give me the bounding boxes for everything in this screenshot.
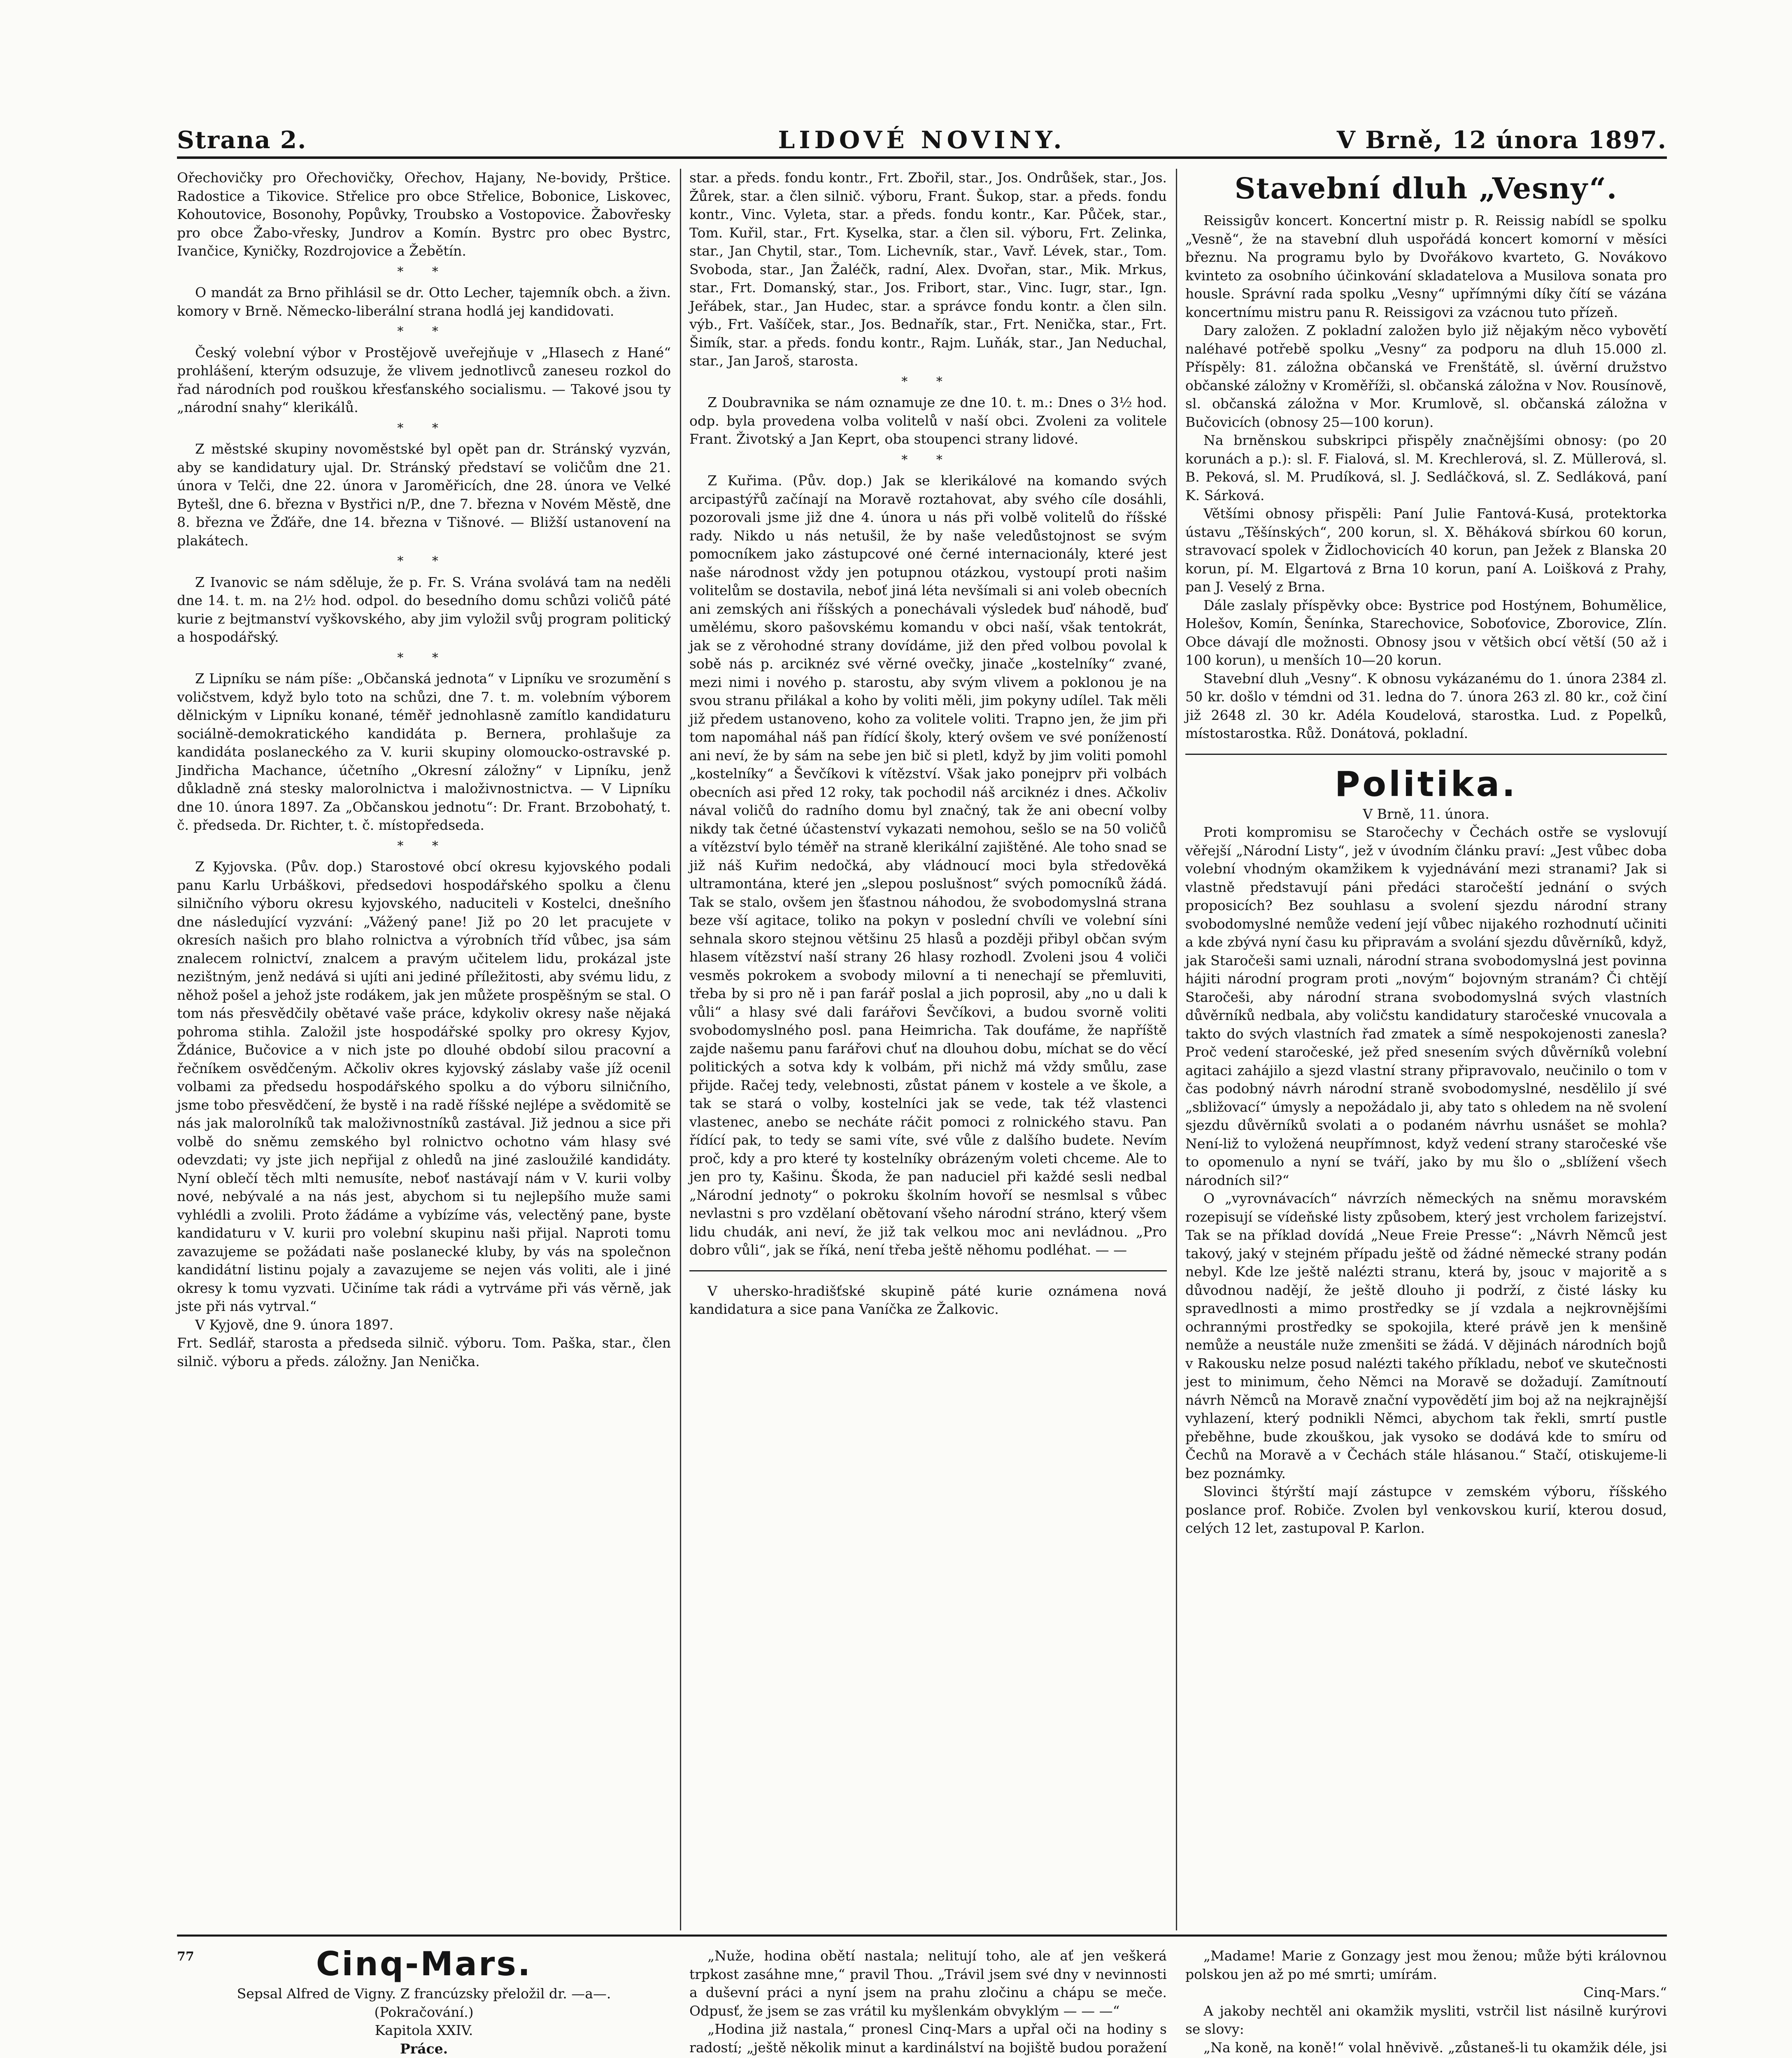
- article-paragraph: V Kyjově, dne 9. února 1897.: [195, 1316, 393, 1333]
- chapter-title: Práce.: [400, 2040, 448, 2057]
- dateline: V Brně, 11. února.: [1363, 806, 1489, 822]
- section-separator: * *: [397, 421, 451, 435]
- newspaper-page: [177, 123, 1667, 2058]
- article-paragraph: Slovinci štýrští mají zástupce v zemském výboru, říšského poslance prof. Robiče. Zvolen byl venkovskou kurií, kterou dosud, celých 12 let, zastupoval P. Karlon.: [1185, 1483, 1667, 1536]
- column-3: [1185, 169, 1667, 1538]
- feuilleton-column-3: [1185, 1947, 1667, 2058]
- article-paragraph: O „vyrovnávacích“ návrzích německých na sněmu moravském rozepisují se vídeňské listy způsobem, který jest vrcholem farizejství. Tak se na příklad dovídá „Neue Freie Presse“: „Návrh Němců jest takový, jaký v stejném případu ještě od žádné německé strany podán nebyl. Kde lze ještě nalézti stranu, která by, jsouc v majoritě a s důvodnou nadějí, že ještě dlouho ji podrží, z čisté lásky ku spravedlnosti a mimo prostředky se jí vzdala a nejkrovnějšími ochrannými prostředky se spokojila, které právě jen k menšině nemůže a neustále nuže zmenšiti se žádá. V dějinách národních bojů v Rakousku nelze posud nalézti takého příkladu, neboť ve skutečnosti jest to minimum, čeho Němci na Moravě se dožadují. Zamítnoutí návrh Němců na Moravě znační vypovědětí jim boj až na nejkrajnější vyhlazení, který podnikli Němci, abychom tak řekli, smrtí pustle přeběhne, bude zkouškou, jak vysoko se dodává kde to smíru od Čechů na Moravě a v Čechách stále hlásanou.“ Stačí, otiskujeme-li bez poznámky.: [1185, 1190, 1667, 1481]
- story-paragraph: A jakoby nechtěl ani okamžik mysliti, vstrčil list násilně kurýrovi se slovy:: [1185, 2002, 1667, 2037]
- article-paragraph: Z Ivanovic se nám sděluje, že p. Fr. S. Vrána svolává tam na neděli dne 14. t. m. na 2½ hod. odpol. do besedního domu schůzi voličů páté kurie z bejtmanství vyškovského, aby jim vyložil svůj program politický a hospodářský.: [177, 574, 671, 645]
- story-paragraph: „Hodina již nastala,“ pronesl Cinq-Mars a upřal oči na hodiny s radostí; „ještě několik minut a kardinálství na bojiště budou poražení: [689, 2021, 1167, 2056]
- story-paragraph: „Nuže, hodina obětí nastala; nelitují toho, ale ať jen veškerá trpkost zasáhne mne,“ pravil Thou. „Trávil jsem své dny v nevinnosti a duševní práci a nyní jsem na prahu zločinu a chápu se meče. Odpusť, že jsem se zas vrátil ku myšlenkám obvyklým — — —“: [689, 1948, 1167, 2019]
- article-paragraph: Většími obnosy přispěli: Paní Julie Fantová-Kusá, protektorka ústavu „Těšínských“, 200 korun, sl. X. Běháková sbírkou 60 korun, stravovací spolek v Židlochovicích 40 korun, pan Ježek z Blanska 20 korun, pí. M. Elgartová z Brna 10 korun, paní A. Loišková z Prahy, pan J. Veselý z Brna.: [1185, 505, 1667, 595]
- page-number: Strana 2.: [177, 126, 307, 154]
- column-divider: [680, 169, 681, 1930]
- feuilleton-rule: [177, 1935, 1667, 1937]
- article-paragraph: Na brněnskou subskripci přispěly značnějšími obnosy: (po 20 korunách a p.): sl. F. Fialová, sl. M. Krechlerová, sl. Z. Müllerová, sl. B. Peková, sl. M. Prudíková, sl. J. Sedláčková, sl. Z. Sedláková, paní K. Sárková.: [1185, 432, 1667, 503]
- byline: Sepsal Alfred de Vigny. Z francúzsky přeložil dr. —a—.: [237, 1986, 611, 2002]
- story-paragraph: „Na koně, na koně!“ volal hněvivě. „zůstaneš-li tu okamžik déle, jsi: [1203, 2039, 1667, 2056]
- section-separator: * *: [397, 554, 451, 568]
- article-paragraph: Český volební výbor v Prostějově uveřejňuje v „Hlasech z Hané“ prohlášení, kterým odsuzuje, že vlivem jednotlivců zaneseu rozkol do řad národních pod rouškou křesťanského socialismu. — Takové jsou ty „národní snahy“ klerikálů.: [177, 344, 671, 415]
- section-separator: * *: [901, 452, 955, 467]
- feuilleton-column-2: [689, 1947, 1167, 2058]
- column-divider: [1176, 169, 1177, 1930]
- signatures: Frt. Sedlář, starosta a předseda silnič. výboru. Tom. Paška, star., člen silnič. výboru a předs. záložny. Jan Nenička.: [177, 1335, 671, 1369]
- issue-date: V Brně, 12 února 1897.: [1336, 126, 1667, 154]
- continued-note: (Pokračování.): [374, 2004, 474, 2020]
- article-paragraph: Z Lipníku se nám píše: „Občanská jednota“ v Lipníku ve srozumění s voličstvem, když bylo toto na schůzi, dne 7. t. m. volebním výborem dělnickým v Lipníku konané, téměř jednohlasně zamítlo kandidaturu sociálně-demokratického kandidáta p. Bernera, prohlašuje za kandidáta poslaneckého za V. kurii skupiny olomoucko-ostravské p. Jindřicha Machance, účetního „Okresní záložny“ v Lipníku, jenž důkladně zná stesky malorolnictva i maloživnostnictva. — V Lipníku dne 10. února 1897. Za „Občanskou jednotu“: Dr. Frant. Brzobohatý, t. č. předseda. Dr. Richter, t. č. místopředseda.: [177, 670, 671, 833]
- section-rule: [1185, 754, 1667, 755]
- article-paragraph: O mandát za Brno přihlásil se dr. Otto Lecher, tajemník obch. a živn. komory v Brně. Německo-liberální strana hodlá jej kandidovati.: [177, 284, 671, 319]
- article-paragraph: V uhersko-hradišťské skupině páté kurie oznámena nová kandidatura a sice pana Vaníčka ze Žalkovic.: [689, 1283, 1167, 1317]
- page-header: [177, 123, 1667, 159]
- feuilleton-column-1: [177, 1947, 671, 2058]
- feuilleton-title: Cinq-Mars.: [316, 1945, 532, 1983]
- serial-number: 77: [177, 1949, 194, 1964]
- section-heading: Stavební dluh „Vesny“.: [1234, 171, 1618, 205]
- article-paragraph: Proti kompromisu se Staročechy v Čechách ostře se vyslovují věřejší „Národní Listy“, jež v úvodním článku praví: „Jest vůbec doba volební vhodným okamžikem k vyjednávání mezi stranami? Jak si vlastně představují páni předáci staročeští jednání o svých proposicích? Bez souhlasu a svolení sjezdu národní strany svobodomyslné nemůže vedení její vůbec nijakého rozhodnutí učiniti a kde zbývá nyní času ku připravám a svolání sjezdu důvěrníků, když, jak Staročeši sami uznali, národní strana svobodomyslná jest povinna hájiti národní program proti „novým“ bojovným stranám? Či chtějí Staročeši, aby národní strana svobodomyslná svých vlastních důvěrníků nedbala, aby voličstu kandidatury staročeské vnucovala a takto do svých vlastních řad zmatek a símě nespokojenosti zanesla? Proč vedení staročeské, jež před snesením svých důvěrníků volební agitaci zahájilo a sjezd vlastní strany připravovalo, neučinilo o tom v čas podobný návrh národní straně svobodomyslné, nesdělilo jí své „sbližovací“ úmysly a nepožádalo ji, aby tato s ohledem na ně svolení sjezdu důvěrníků svolati a o podaném návrhu usnášet se mohla? Není-liž to vyložená neupřímnost, když vedení strany staročeské vše to opomenulo a nyní se tváří, jako by mu šlo o „sblížení všech národních sil?“: [1185, 824, 1667, 1188]
- section-separator: * *: [397, 324, 451, 339]
- section-rule: [689, 1270, 1167, 1271]
- chapter-number: Kapitola XXIV.: [375, 2022, 473, 2038]
- article-paragraph: Z Kyjovska. (Pův. dop.) Starostové obcí okresu kyjovského podali panu Karlu Urbáškovi, předsedovi hospodářského spolku a členu silničního výboru okresu kyjovského, naduciteli v Kostelci, dnešního dne následující vyzvání: „Vážený pane! Již po 20 let pracujete v okresích našich pro blaho rolnictva a výrobních tříd vůbec, jsa sám znalecem rolnictví, znalcem a pravým učitelem lidu, prokázal jste nezištným, jenž nedává si ujíti ani jediné příležitosti, aby svému lidu, z něhož pošel a jehož jste rodákem, jak jen můžete prospěšným se stal. O tom nás přesvědčily obětavé vaše práce, kdykoliv okresy naše nějaká pohroma stihla. Založil jste hospodářské spolky pro okresy Kyjov, Ždánice, Bučovice a v nich jste po dlouhé období silou pracovní a řečníkem osvědčeným. Ačkoliv okres kyjovský záslaby vaše jíž ocenil volbami za předsedu hospodářského spolku a do výboru silničního, jsme tobo přesvědčení, že bystě i na radě říšské nejlépe a svědomitě se nás jak malorolníků tak maloživnostníků zastával. Již jednou a sice při volbě do sněmu zemského byl rolnictvo ochotno vám hlasy své odevzdati; vy jste jich nepřijal z ohledů na jiné zasloužilé kandidáty. Nyní oblečí těch mlti nemusíte, neboť nastávají nám v V. kurii volby nové, nebývalé a na nás jest, abychom si tu nejlepšího muže sami vyhlédli a zvolili. Proto žádáme a vybízíme vás, velectěný pane, byste kandidaturu v V. kurii pro volební skupinu naši přijal. Naproti tomu zavazujeme se požádati naše poslanecké kluby, by vás na společnon kandidátní listinu pojaly a zavazujeme se nejen vás voliti, ale i jiné okresy k tomu vyzvati. Učiníme tak rádi a vytrváme při vás věrně, jak jste při nás vytrval.“: [177, 859, 671, 1314]
- article-paragraph: Reissigův koncert. Koncertní mistr p. R. Reissig nabídl se spolku „Vesně“, že na stavební dluh uspořádá koncert komorní v měsíci březnu. Na programu bylo by Dvořákovo kvarteto, G. Novákovo kvinteto za osobního účinkování skladatelova a Musilova sonata pro housle. Správní rada spolku „Vesny“ upřímnými díky čítí se vázána koncertnímu mistru panu R. Reissigovi za vzácnou tuto přízeň.: [1185, 212, 1667, 320]
- section-separator: * *: [901, 374, 955, 389]
- article-paragraph: Z městské skupiny novoměstské byl opět pan dr. Stránský vyzván, aby se kandidatury ujal. Dr. Stránský představí se voličům dne 21. února v Telči, dne 22. února v Jaroměřicích, dne 28. února ve Velké Bytešl, dne 6. března v Bystřici n/P., dne 7. března v Novém Městě, dne 8. března ve Žďáře, dne 14. března v Tišnové. — Bližší ustanovení na plakátech.: [177, 441, 671, 549]
- article-paragraph: Dary založen. Z pokladní založen bylo již nějakým něco vybovětí naléhavé potřebě spolku „Vesny“ za podporu na dluh 15.000 zl. Příspěly: 81. záložna občanská ve Frenštátě, sl. úvěrní družstvo občanské záložny v Kroměříži, sl. občanská záložna v Nov. Rousínově, sl. občanská záložna v Mor. Krumlově, sl. občanská záložna v Bučovicích (obnosy 25—100 korun).: [1185, 322, 1667, 430]
- story-paragraph: Cinq-Mars.“: [1583, 1984, 1667, 2000]
- article-paragraph: Dále zaslaly příspěvky obce: Bystrice pod Hostýnem, Bohumělice, Holešov, Komín, Šenínka, Starechovice, Soboťovice, Zborovice, Zlín. Obce dávají dle možnosti. Obnosy jsou v většich obcí větší (50 až i 100 korun), u menších 10—20 korun.: [1185, 597, 1667, 668]
- section-separator: * *: [397, 650, 451, 665]
- column-1: [177, 169, 671, 1371]
- column-2: [689, 169, 1167, 1319]
- article-paragraph: Ořechovičky pro Ořechovičky, Ořechov, Hajany, Ne-bovidy, Prštice. Radostice a Tikovice. Střelice pro obce Střelice, Bobonice, Liskovec, Kohoutovice, Bosonohy, Popůvky, Troubsko a Vostopovice. Žabovřesky pro obce Žabo-vřesky, Jundrov a Komín. Bystrc pro obec Bystrc, Ivančice, Kyničky, Rozdrojovice a Žebětín.: [177, 170, 671, 259]
- article-paragraph: Z Doubravnika se nám oznamuje ze dne 10. t. m.: Dnes o 3½ hod. odp. byla provedena volba volitelů v naší obci. Zvoleni za volitele Frant. Životský a Jan Keprt, oba stoupenci strany lidové.: [689, 394, 1167, 447]
- masthead-title: LIDOVÉ NOVINY.: [778, 126, 1066, 154]
- article-paragraph: Stavební dluh „Vesny“. K obnosu vykázanému do 1. února 2384 zl. 50 kr. došlo v témdni od 31. ledna do 7. února 263 zl. 80 kr., což činí již 2648 zl. 30 kr. Adéla Koudelová, starostka. Lud. z Popelků, místostarostka. Růž. Donátová, pokladní.: [1185, 670, 1667, 741]
- article-paragraph: Z Kuřima. (Pův. dop.) Jak se klerikálové na komando svých arcipastýřů začínají na Moravě roztahovat, aby svého cíle dosáhli, pozorovali jsme již dne 4. února u nás při volbě volitelů do říšské rady. Nikdo u nás netušil, že by naše veledůstojnost se svým pomocníkem jako zástupcové oné černé internacionály, které jest naše národnost vždy jen potupnou otázkou, vystoupí proti našim volitelům se dostavila, neboť jiná léta nevšímali si ani voleb obecních ani zemských ani říšských a ponechávali výsledek buď náhodě, buď umělému, skoro pašovskému komandu v obci naší, však tentokrát, jak se z věrohodné strany dovídáme, již den před volbou povolal k sobě nás p. arciknéz své věrné ovečky, jinače „kostelníky“ zvané, mezi nimi i nového p. starostu, aby svým vlivem a poklonou je na svou stranu přilákal a koho by voliti měli, jim pokyny udílel. Tak měli již předem ustanoveno, koho za volitele voliti. Trapno jen, že jim při tom napomáhal náš pan řídící školy, který ovšem ve své ponížeností ani neví, že by sám na sebe jen bič si pletl, když by jim voliti pomohl „kostelníky“ a Ševčíkovi k vítězství. Však jako ponejprv při volbách obecních asi před 12 roky, tak pochodil náš arciknéz i dnes. Ačkoliv nával voličů do radního domu byl značný, tak že ani obecní volby nikdy tak četné účastenství vykazati nemohou, sešlo se na 50 voličů a vítězství bylo téměř na straně klerikální zajištěné. Ale toho snad se již náš Kuřim nedočká, aby vládnoucí moci byla středověká ultramontána, které jen „slepou poslušnost“ svých pomocníků žádá. Tak se stalo, ovšem jen šťastnou náhodou, že svobodomyslná strana beze vší agitace, toliko na pokyn v poslední chvíli ve volební síni sehnala skoro stejnou většinu 25 hlasů a později přibyl občan svým hlasem vítězství naší strany 26 hlasy rozhodl. Zvoleni jsou 4 voliči vesměs pokrokem a svobody milovní a ti nenechají se přemluviti, třeba by si pro ně i pan farář poslal a jich poprosil, aby „no u dali k vůli“ a hlasy své dali farářovi Ševčíkovi, a budou svorně voliti svobodomyslného posl. pana Heimricha. Tak doufáme, že napříště zajde našemu panu farářovi chuť na dlouhou dobu, míchat se do věcí politických a sotva kdy k volbám, při nichž má vždy smůlu, zase přijde. Račej tedy, velebnosti, zůstat pánem v kostele a ve škole, a tak se stará o volby, kostelníci jak se vede, tak též vlastenci vlastenec, anebo se necháte ráčit pomoci z rolnického stavu. Pan řídící pak, to tedy se sami víte, své vůle z dalšího budete. Nevím proč, kdy a pro které ty kostelníky obrázeným voleti chceme. Ale to jen pro ty, Kašinu. Škoda, že pan naduciel při každé sesli nedbal „Národní jednoty“ o pokroku školním hovoří se nesmlsal s vůbec nevlastni s pro vzdělaní obětovaní všeho národní stráno, který všem lidu chudák, ani neví, že již tak velkou moc ani nevládnou. „Pro dobro vůli“, jak se říká, není třeba ještě něhomu podléhat. — —: [689, 473, 1167, 1258]
- politics-heading: Politika.: [1334, 764, 1518, 804]
- section-separator: * *: [397, 838, 451, 853]
- story-paragraph: „Madame! Marie z Gonzagy jest mou ženou; může býti královnou polskou jen až po mé smrti; umírám.: [1185, 1948, 1667, 1982]
- section-separator: * *: [397, 264, 451, 279]
- article-paragraph: star. a předs. fondu kontr., Frt. Zbořil, star., Jos. Ondrůšek, star., Jos. Žůrek, star. a člen silnič. výboru, Frant. Šukop, star. a předs. fondu kontr., Vinc. Vyleta, star. a předs. fondu kontr., Kar. Půček, star., Tom. Kuřil, star., Frt. Kyselka, star. a člen sil. výboru, Frt. Zelinka, star., Jan Chytil, star., Tom. Lichevník, star., Vavř. Lévek, star., Tom. Svoboda, star., Jan Žaléčk, radní, Alex. Dvořan, star., Mik. Mrkus, star., Frt. Domanský, star., Jos. Fribort, star., Vinc. Iugr, star., Ign. Jeřábek, star., Jan Hudec, star. a správce fondu kontr. a člen siln. výb., Frt. Vašíček, star., Jos. Bednařík, star., Frt. Nenička, star., Frt. Šimík, star. a předs. fondu kontr., Rajm. Luňák, star., Jan Neduchal, star., Jan Jaroš, starosta.: [689, 170, 1167, 369]
